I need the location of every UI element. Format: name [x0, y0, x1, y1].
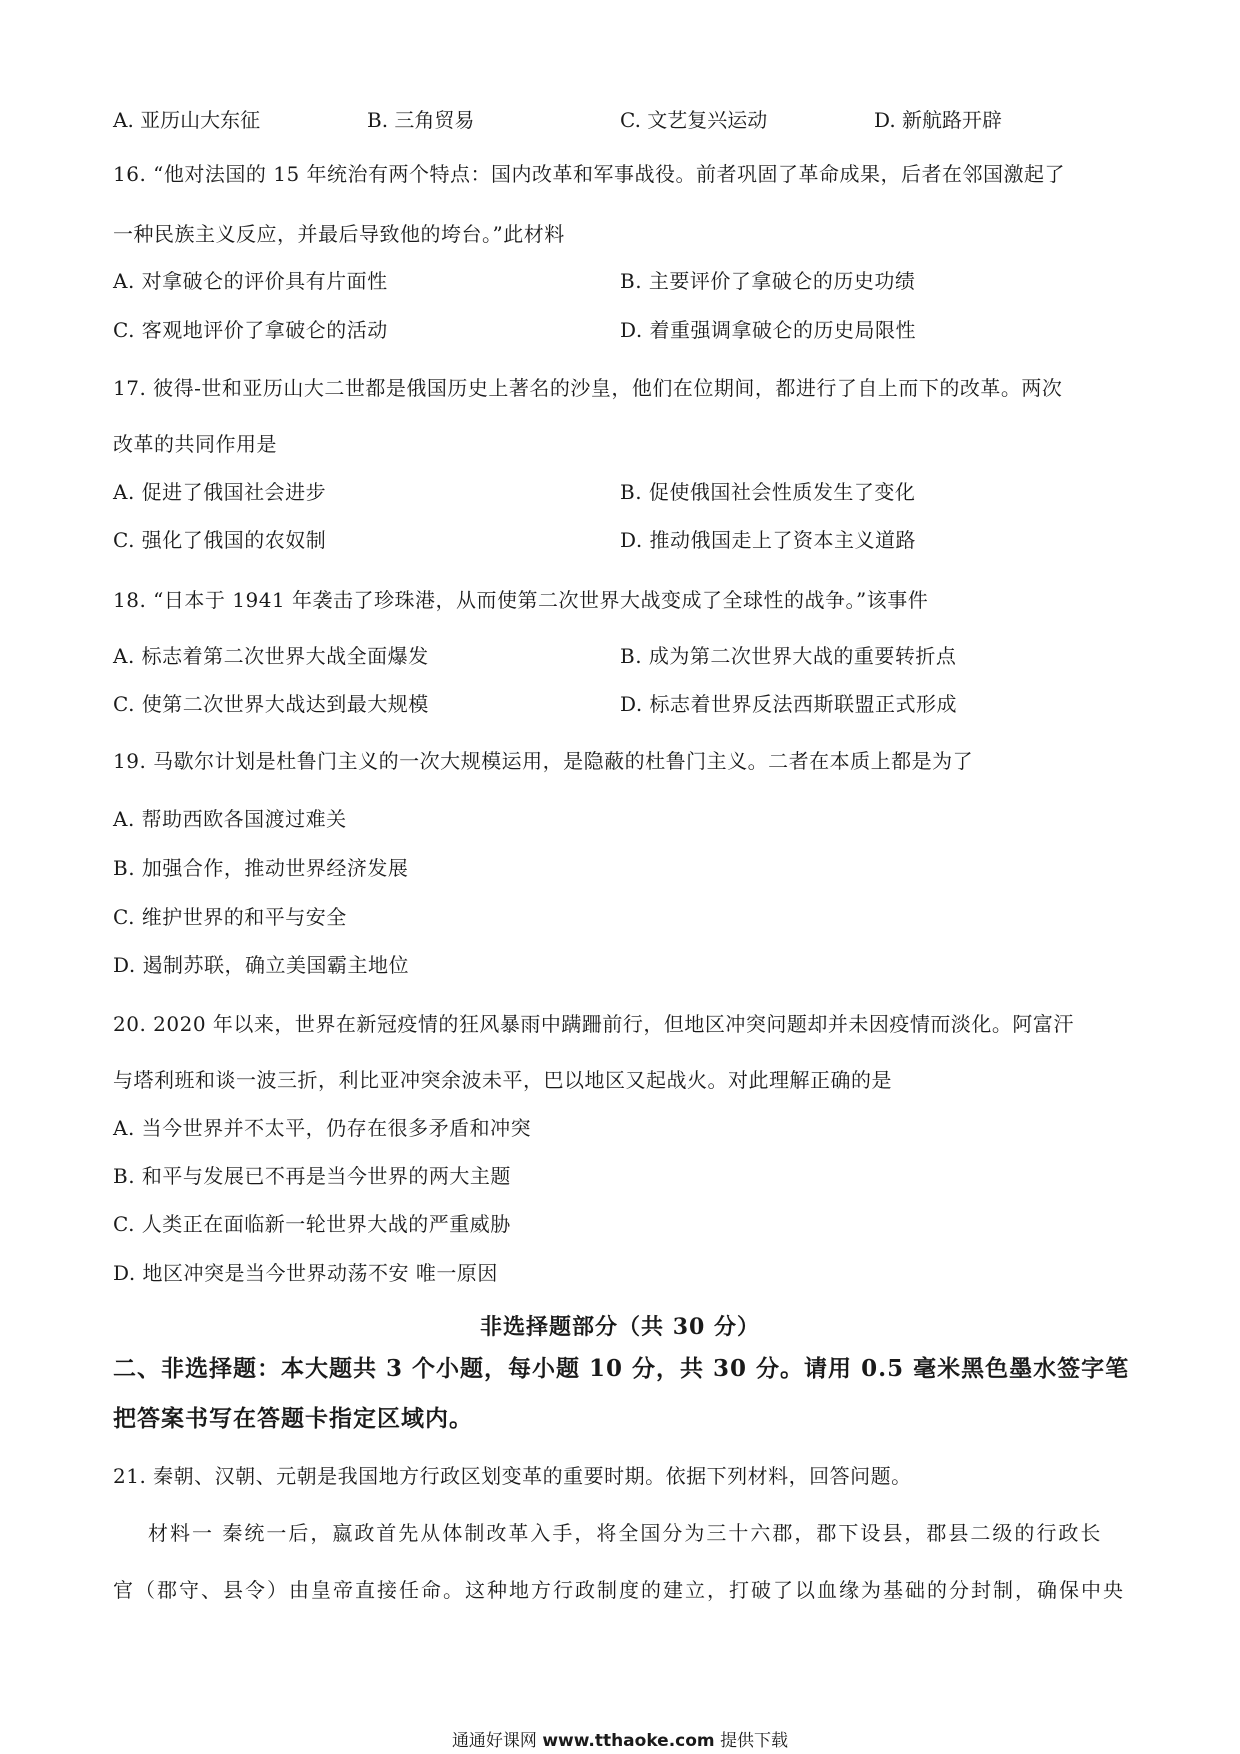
q21-stem: 21. 秦朝、汉朝、元朝是我国地方行政区划变革的重要时期。依据下列材料，回答问题。	[113, 1464, 912, 1488]
q19-option-c: C. 维护世界的和平与安全	[113, 905, 347, 929]
q15-option-c: C. 文艺复兴运动	[620, 108, 768, 132]
footer-url[interactable]: www.tthaoke.com	[542, 1731, 715, 1751]
q18-option-d: D. 标志着世界反法西斯联盟正式形成	[620, 692, 958, 716]
q21-material1-line2: 官（郡守、县令）由皇帝直接任命。这种地方行政制度的建立，打破了以血缘为基础的分封制，确保中央	[113, 1578, 1125, 1602]
q20-option-c: C. 人类正在面临新一轮世界大战的严重威胁	[113, 1212, 511, 1236]
q20-option-b: B. 和平与发展已不再是当今世界的两大主题	[113, 1164, 511, 1188]
q15-option-d: D. 新航路开辟	[874, 108, 1003, 132]
part2-instructions-line1: 二、非选择题：本大题共 3 个小题，每小题 10 分，共 30 分。请用 0.5 毫米黑色墨水签字笔	[113, 1355, 1130, 1382]
page-footer	[0, 1726, 1240, 1751]
q18-option-a: A. 标志着第二次世界大战全面爆发	[113, 644, 429, 668]
q16-stem-line1: 16. “他对法国的 15 年统治有两个特点：国内改革和军事战役。前者巩固了革命成果，后者在邻国激起了	[113, 162, 1066, 186]
q16-option-a: A. 对拿破仑的评价具有片面性	[113, 269, 388, 293]
q16-option-d: D. 着重强调拿破仑的历史局限性	[620, 318, 917, 342]
q17-option-c: C. 强化了俄国的农奴制	[113, 528, 327, 552]
q20-option-a: A. 当今世界并不太平，仍存在很多矛盾和冲突	[113, 1116, 532, 1140]
q19-option-a: A. 帮助西欧各国渡过难关	[113, 807, 347, 831]
q16-option-b: B. 主要评价了拿破仑的历史功绩	[620, 269, 916, 293]
q15-option-b: B. 三角贸易	[367, 108, 475, 132]
q20-option-d: D. 地区冲突是当今世界动荡不安 唯一原因	[113, 1261, 498, 1285]
q17-stem-line2: 改革的共同作用是	[113, 432, 277, 456]
q15-option-a: A. 亚历山大东征	[113, 108, 261, 132]
q16-option-c: C. 客观地评价了拿破仑的活动	[113, 318, 388, 342]
q17-option-a: A. 促进了俄国社会进步	[113, 480, 327, 504]
q20-stem-line2: 与塔利班和谈一波三折，利比亚冲突余波未平，巴以地区又起战火。对此理解正确的是	[113, 1068, 892, 1092]
footer-site-name: 通通好课网	[451, 1731, 537, 1751]
q17-stem-line1: 17. 彼得-世和亚历山大二世都是俄国历史上著名的沙皇，他们在位期间，都进行了自上而下的改革。两次	[113, 376, 1063, 400]
q21-material1-line1: 材料一 秦统一后，嬴政首先从体制改革入手，将全国分为三十六郡，郡下设县，郡县二级的行政长	[148, 1521, 1103, 1545]
q17-option-d: D. 推动俄国走上了资本主义道路	[620, 528, 917, 552]
q17-option-b: B. 促使俄国社会性质发生了变化	[620, 480, 916, 504]
q20-stem-line1: 20. 2020 年以来，世界在新冠疫情的狂风暴雨中蹒跚前行，但地区冲突问题却并未因疫情而淡化。阿富汗	[113, 1012, 1074, 1036]
q19-option-b: B. 加强合作，推动世界经济发展	[113, 856, 409, 880]
q18-stem: 18. “日本于 1941 年袭击了珍珠港，从而使第二次世界大战变成了全球性的战争。”该事件	[113, 588, 929, 612]
q19-stem: 19. 马歇尔计划是杜鲁门主义的一次大规模运用，是隐蔽的杜鲁门主义。二者在本质上都是为了	[113, 749, 974, 773]
q18-option-c: C. 使第二次世界大战达到最大规模	[113, 692, 429, 716]
q16-stem-line2: 一种民族主义反应，并最后导致他的垮台。”此材料	[113, 222, 565, 246]
q19-option-d: D. 遏制苏联，确立美国霸主地位	[113, 953, 410, 977]
part2-instructions-line2: 把答案书写在答题卡指定区域内。	[113, 1405, 473, 1432]
section-title: 非选择题部分（共 30 分）	[480, 1314, 760, 1340]
q18-option-b: B. 成为第二次世界大战的重要转折点	[620, 644, 957, 668]
footer-suffix: 提供下载	[720, 1731, 789, 1751]
